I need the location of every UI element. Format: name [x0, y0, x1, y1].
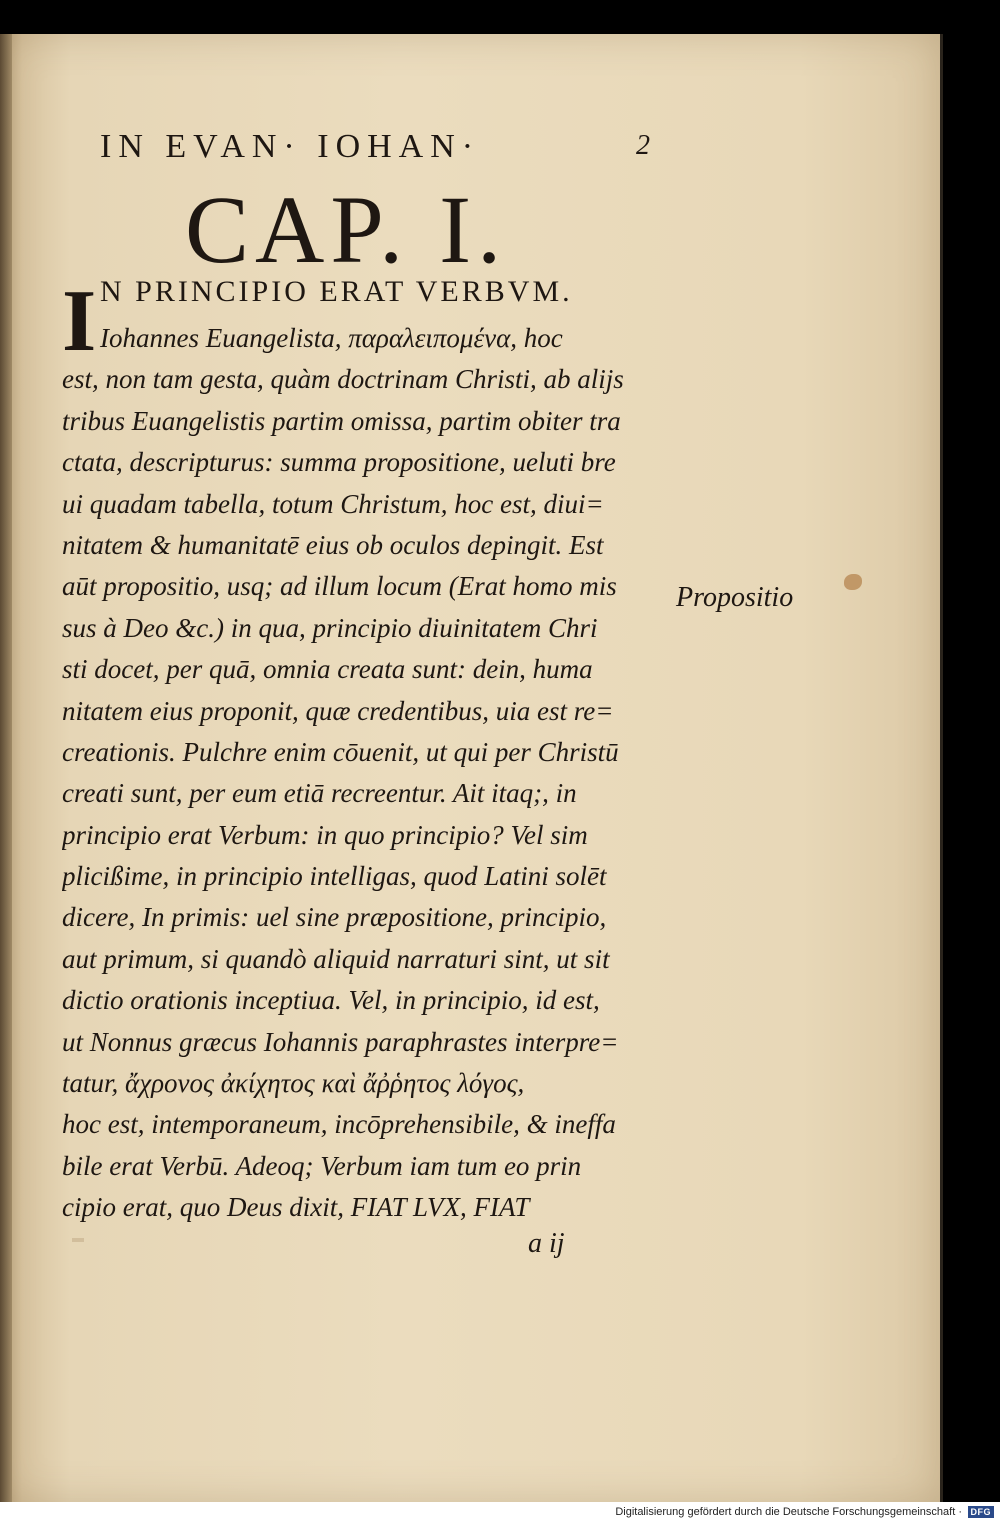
text-line: plicißime, in principio intelligas, quod Latini solēt [62, 861, 607, 892]
text-line: sus à Deo &c.) in qua, principio diuinitatem Chri [62, 612, 598, 643]
drop-initial: I [62, 273, 97, 370]
text-line: ctata, descripturus: summa propositione, ueluti bre [62, 447, 616, 478]
text-line: sti docet, per quā, omnia creata sunt: dein, huma [62, 654, 593, 685]
digitization-credit: Digitalisierung gefördert durch die Deutsche Forschungsgemeinschaft · [615, 1506, 962, 1518]
text-line: ui quadam tabella, totum Christum, hoc est, diui= [62, 488, 604, 519]
text-line: aūt propositio, usq; ad illum locum (Erat homo mis [62, 571, 617, 602]
paper-stain [844, 574, 862, 590]
body-text [62, 318, 672, 1229]
text-line: Iohannes Euangelista, παραλειπομένα, hoc [100, 323, 563, 353]
signature-mark: a ij [528, 1228, 565, 1259]
dfg-logo: DFG [968, 1506, 995, 1518]
text-line: hoc est, intemporaneum, incōprehensibile, & ineffa [62, 1109, 616, 1140]
page-gutter [0, 34, 12, 1502]
text-line: dicere, In primis: uel sine præpositione, principio, [62, 902, 607, 933]
text-line: ut Nonnus græcus Iohannis paraphrastes interpre= [62, 1026, 619, 1057]
margin-note: Propositio [676, 582, 794, 613]
text-line: aut primum, si quandò aliquid narraturi sint, ut sit [62, 943, 610, 974]
page-number: 2 [636, 130, 650, 161]
text-line: tatur, ἄχρονος ἀκίχητος καὶ ἄῤῥητος λόγος, [62, 1068, 525, 1099]
paper-mark [72, 1238, 84, 1242]
text-line: est, non tam gesta, quàm doctrinam Christi, ab alijs [62, 364, 624, 395]
text-line: dictio orationis inceptiua. Vel, in principio, id est, [62, 985, 600, 1016]
text-line: tribus Euangelistis partim omissa, partim obiter tra [62, 405, 621, 436]
text-line: creati sunt, per eum etiā recreentur. Ait itaq;, in [62, 778, 577, 809]
text-line: creationis. Pulchre enim cōuenit, ut qui per Christū [62, 736, 619, 767]
text-line: cipio erat, quo Deus dixit, FIAT LVX, FIAT [62, 1192, 530, 1223]
chapter-title: CAP. I. [185, 176, 508, 283]
text-line: principio erat Verbum: in quo principio? Vel sim [62, 819, 588, 850]
text-line: bile erat Verbū. Adeoq; Verbum iam tum eo prin [62, 1150, 582, 1181]
text-line: nitatem & humanitatē eius ob oculos depingit. Est [62, 529, 604, 560]
running-head: IN EVAN· IOHAN· [100, 128, 481, 165]
text-line: nitatem eius proponit, quæ credentibus, uia est re= [62, 695, 614, 726]
incipit-line: N PRINCIPIO ERAT VERBVM. [100, 275, 573, 308]
